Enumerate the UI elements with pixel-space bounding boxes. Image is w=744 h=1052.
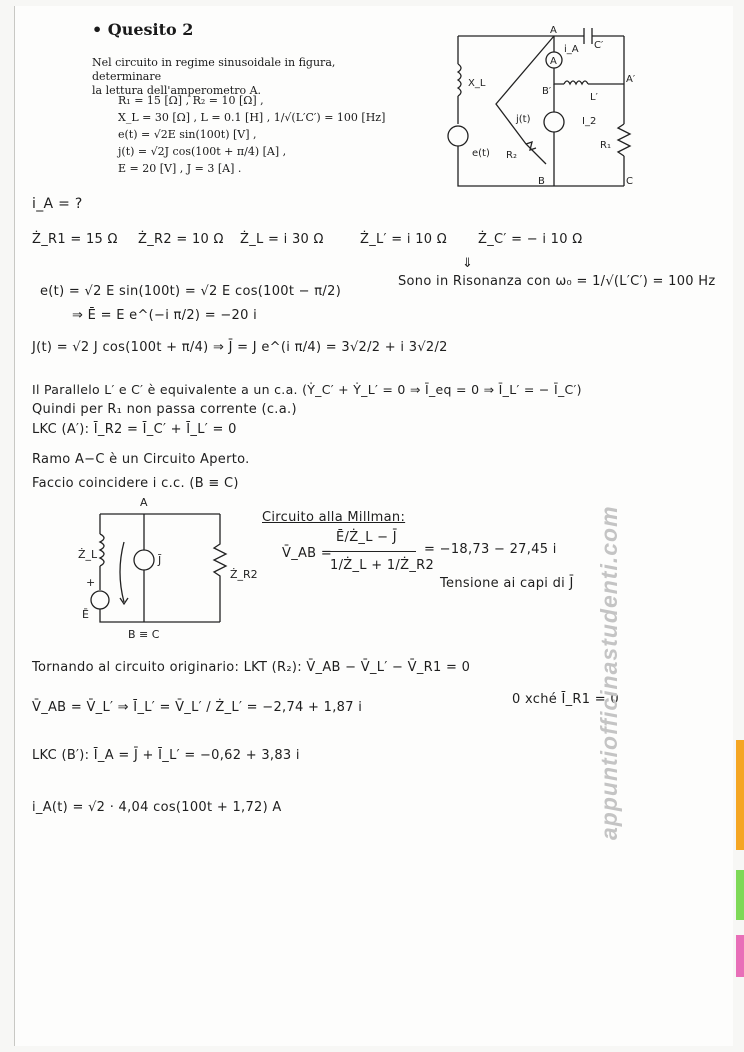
final-result: i_A(t) = √2 · 4,04 cos(100t + 1,72) A: [32, 800, 282, 815]
resonance-note: Sono in Risonanza con ω₀ = 1/√(L′C′) = 100 Hz: [398, 274, 716, 289]
equivalent-circuit: [78, 494, 258, 644]
node-label: A′: [626, 74, 636, 85]
tab-orange: [736, 740, 744, 850]
problem-title: • Quesito 2: [92, 20, 194, 39]
kvl-r2: Tornando al circuito originario: LKT (R₂): V̄_AB − V̄_L′ − V̄_R1 = 0: [32, 660, 471, 675]
given-data: [118, 92, 385, 177]
impedance-r1: Ż_R1 = 15 Ω: [32, 232, 118, 247]
current-l-prime: V̄_AB = V̄_L′ ⇒ Ī_L′ = V̄_L′ / Ż_L′ = −2,74 + 1,87 i: [32, 700, 363, 715]
polarity-label: +: [86, 576, 96, 589]
millman-denominator: 1/Ż_L + 1/Ż_R2: [330, 558, 435, 573]
node-label: B′: [542, 86, 552, 97]
statement-line-1: Nel circuito in regime sinusoidale in figura, determinare: [92, 56, 336, 83]
open-branch-note: Ramo A−C è un Circuito Aperto.: [32, 452, 250, 467]
millman-lhs: V̄_AB =: [282, 546, 333, 561]
parallel-note: Il Parallelo L′ e C′ è equivalente a un c.a. (Ẏ_C′ + Ẏ_L′ = 0 ⇒ Ī_eq = 0 ⇒ Ī_L′ = − Ī_C′): [32, 382, 582, 397]
component-label: R₁: [600, 140, 611, 151]
millman-title: Circuito alla Millman:: [262, 510, 406, 525]
statement-line-2: la lettura dell'amperometro A.: [92, 84, 262, 97]
kcl-b-prime: LKC (B′): Ī_A = J̄ + Ī_L′ = −0,62 + 3,83 i: [32, 748, 300, 763]
source-label: J̄: [158, 554, 162, 567]
node-label: B ≡ C: [128, 628, 160, 641]
fraction-bar: [330, 551, 416, 552]
ammeter-label: A: [550, 56, 557, 67]
given-line: e(t) = √2E sin(100t) [V] ,: [118, 128, 257, 141]
impedance-c-prime: Ż_C′ = − i 10 Ω: [478, 232, 583, 247]
node-label: C: [626, 176, 633, 187]
source-label: Ē: [82, 608, 89, 621]
watermark: appuntiofficinastudenti.com: [596, 505, 622, 840]
given-line: j(t) = √2J cos(100t + π/4) [A] ,: [118, 145, 287, 158]
current-label: i_A: [564, 44, 579, 55]
parallel-note-2: Quindi per R₁ non passa corrente (c.a.): [32, 402, 297, 417]
component-label: L′: [590, 92, 598, 103]
source-label: e(t): [472, 148, 490, 159]
millman-numerator: Ē/Ż_L − J̄: [336, 530, 397, 545]
component-label: X_L: [468, 78, 486, 89]
given-line: X_L = 30 [Ω] , L = 0.1 [H] , 1/√(L′C′) = 100 [Hz]: [118, 111, 386, 124]
component-label: Ż_L: [78, 548, 98, 561]
given-line: R₁ = 15 [Ω] , R₂ = 10 [Ω] ,: [118, 94, 264, 107]
impedance-l: Ż_L = i 30 Ω: [240, 232, 324, 247]
impedance-r2: Ż_R2 = 10 Ω: [138, 232, 224, 247]
circuit-diagram: [446, 24, 646, 196]
kcl-a-prime: LKC (A′): Ī_R2 = Ī_C′ + Ī_L′ = 0: [32, 422, 237, 437]
zero-note: 0 xché Ī_R1 = 0: [512, 692, 619, 707]
component-label: C′: [594, 40, 604, 51]
node-label: A: [550, 25, 557, 36]
impedance-l-prime: Ż_L′ = i 10 Ω: [360, 232, 448, 247]
source-e-time: e(t) = √2 E sin(100t) = √2 E cos(100t − π/2): [40, 284, 342, 299]
component-label: Ż_R2: [230, 568, 258, 581]
source-j-phasor: J(t) = √2 J cos(100t + π/4) ⇒ J̄ = J e^(i π/4) = 3√2/2 + i 3√2/2: [32, 340, 448, 355]
tab-green: [736, 870, 744, 920]
short-nodes-note: Faccio coincidere i c.c. (B ≡ C): [32, 476, 239, 491]
component-label: R₂: [506, 150, 517, 161]
millman-result: = −18,73 − 27,45 i: [424, 542, 557, 557]
given-line: E = 20 [V] , J = 3 [A] .: [118, 162, 242, 175]
node-label: B: [538, 176, 545, 187]
node-label: A: [140, 496, 148, 509]
resonance-arrow: ⇓: [462, 256, 474, 271]
tab-pink: [736, 935, 744, 977]
source-e-phasor: ⇒ Ē = E e^(−i π/2) = −20 i: [72, 308, 258, 323]
source-label: j(t): [516, 114, 531, 125]
current-label: I_2: [582, 116, 597, 127]
millman-note: Tensione ai capi di J̄: [440, 576, 574, 591]
unknown-line: i_A = ?: [32, 196, 83, 212]
